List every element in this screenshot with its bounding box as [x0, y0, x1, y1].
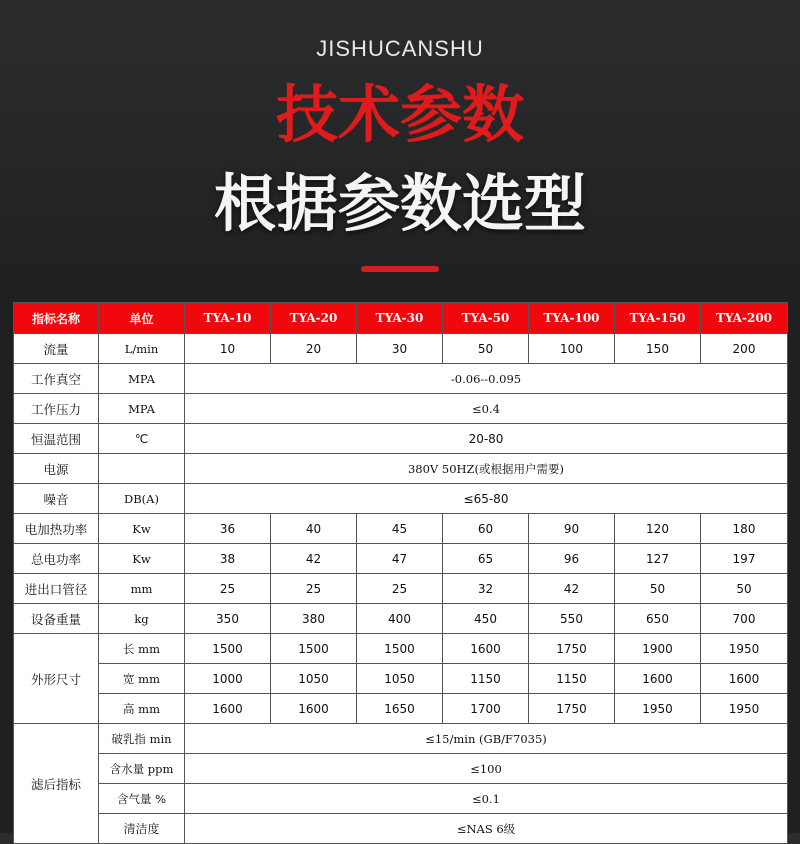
- table-cell: 650: [615, 604, 701, 634]
- table-cell: 1950: [701, 634, 788, 664]
- table-cell-merged: ≤100: [185, 754, 788, 784]
- title-technical-parameters: 技术参数: [275, 78, 524, 151]
- table-cell: 30: [357, 334, 443, 364]
- table-cell: 42: [529, 574, 615, 604]
- table-cell: 550: [529, 604, 615, 634]
- row-unit: 高 mm: [99, 694, 185, 724]
- table-cell: 120: [615, 514, 701, 544]
- table-row-pressure: [14, 394, 788, 424]
- table-row-width: [14, 664, 788, 694]
- table-header-row: [14, 303, 788, 334]
- table-cell: 40: [271, 514, 357, 544]
- row-unit: 长 mm: [99, 634, 185, 664]
- table-cell: 20: [271, 334, 357, 364]
- table-cell: 1650: [357, 694, 443, 724]
- row-unit: L/min: [99, 334, 185, 364]
- row-unit: 含气量 %: [99, 784, 185, 814]
- table-cell: 1700: [443, 694, 529, 724]
- row-name: 噪音: [14, 484, 99, 514]
- row-name: 进出口管径: [14, 574, 99, 604]
- table-cell: 1950: [701, 694, 788, 724]
- column-header: 指标名称: [14, 303, 99, 334]
- table-cell: 1500: [185, 634, 271, 664]
- row-unit: [99, 454, 185, 484]
- table-cell: 1500: [271, 634, 357, 664]
- table-cell: 100: [529, 334, 615, 364]
- row-name: 工作真空: [14, 364, 99, 394]
- table-cell: 1500: [357, 634, 443, 664]
- table-cell: 1150: [443, 664, 529, 694]
- row-unit: Kw: [99, 544, 185, 574]
- table-row-total-power: [14, 544, 788, 574]
- table-cell: 1050: [271, 664, 357, 694]
- table-cell: 50: [701, 574, 788, 604]
- table-cell: 50: [443, 334, 529, 364]
- table-row-weight: [14, 604, 788, 634]
- group-label-dimensions: 外形尺寸: [14, 634, 99, 724]
- column-header: TYA-200: [701, 303, 788, 334]
- table-cell: 25: [185, 574, 271, 604]
- table-cell: 1600: [615, 664, 701, 694]
- row-unit: MPA: [99, 394, 185, 424]
- table-row-water-content: [14, 754, 788, 784]
- table-cell-merged: 380V 50HZ(或根据用户需要): [185, 454, 788, 484]
- table-cell: 400: [357, 604, 443, 634]
- table-cell: 450: [443, 604, 529, 634]
- table-cell: 200: [701, 334, 788, 364]
- table-cell: 65: [443, 544, 529, 574]
- table-cell: 96: [529, 544, 615, 574]
- row-unit: 含水量 ppm: [99, 754, 185, 784]
- table-cell: 700: [701, 604, 788, 634]
- table-row-length: [14, 634, 788, 664]
- table-cell-merged: ≤NAS 6级: [185, 814, 788, 844]
- row-unit: Kw: [99, 514, 185, 544]
- row-name: 电源: [14, 454, 99, 484]
- table-cell-merged: 20-80: [185, 424, 788, 454]
- column-header: 单位: [99, 303, 185, 334]
- column-header: TYA-20: [271, 303, 357, 334]
- table-cell: 1150: [529, 664, 615, 694]
- table-cell: 1600: [271, 694, 357, 724]
- row-unit: DB(A): [99, 484, 185, 514]
- table-cell: 150: [615, 334, 701, 364]
- header-kicker: JISHUCANSHU: [316, 36, 484, 61]
- row-unit: 清洁度: [99, 814, 185, 844]
- table-cell: 50: [615, 574, 701, 604]
- row-name: 流量: [14, 334, 99, 364]
- table-cell: 42: [271, 544, 357, 574]
- table-cell: 47: [357, 544, 443, 574]
- title-select-by-parameters: 根据参数选型: [213, 167, 586, 240]
- table-row-height: [14, 694, 788, 724]
- table-cell: 1950: [615, 694, 701, 724]
- table-cell-merged: ≤0.1: [185, 784, 788, 814]
- table-cell: 1900: [615, 634, 701, 664]
- row-name: 总电功率: [14, 544, 99, 574]
- table-row-demulsify: [14, 724, 788, 754]
- table-row-noise: [14, 484, 788, 514]
- column-header: TYA-150: [615, 303, 701, 334]
- table-cell: 36: [185, 514, 271, 544]
- table-cell: 1600: [185, 694, 271, 724]
- row-name: 设备重量: [14, 604, 99, 634]
- row-name: 工作压力: [14, 394, 99, 424]
- table-row-cleanliness: [14, 814, 788, 844]
- row-unit: mm: [99, 574, 185, 604]
- table-cell: 380: [271, 604, 357, 634]
- table-cell: 350: [185, 604, 271, 634]
- table-cell: 1750: [529, 694, 615, 724]
- table-cell: 60: [443, 514, 529, 544]
- table-cell: 10: [185, 334, 271, 364]
- row-unit: 破乳指 min: [99, 724, 185, 754]
- table-cell: 32: [443, 574, 529, 604]
- spec-table: [13, 302, 788, 844]
- table-cell: 38: [185, 544, 271, 574]
- table-cell-merged: -0.06--0.095: [185, 364, 788, 394]
- table-cell: 25: [271, 574, 357, 604]
- table-cell: 197: [701, 544, 788, 574]
- table-row-heat-power: [14, 514, 788, 544]
- row-name: 电加热功率: [14, 514, 99, 544]
- table-cell-merged: ≤65-80: [185, 484, 788, 514]
- table-row-gas-content: [14, 784, 788, 814]
- table-row-flow: [14, 334, 788, 364]
- row-unit: kg: [99, 604, 185, 634]
- table-cell: 1600: [443, 634, 529, 664]
- table-row-pipe-diameter: [14, 574, 788, 604]
- accent-divider: [361, 266, 439, 272]
- column-header: TYA-50: [443, 303, 529, 334]
- table-cell: 25: [357, 574, 443, 604]
- row-name: 恒温范围: [14, 424, 99, 454]
- table-cell-merged: ≤15/min (GB/F7035): [185, 724, 788, 754]
- row-unit: ℃: [99, 424, 185, 454]
- table-cell: 127: [615, 544, 701, 574]
- column-header: TYA-30: [357, 303, 443, 334]
- table-row-power-supply: [14, 454, 788, 484]
- table-cell: 1000: [185, 664, 271, 694]
- column-header: TYA-100: [529, 303, 615, 334]
- table-cell-merged: ≤0.4: [185, 394, 788, 424]
- table-cell: 180: [701, 514, 788, 544]
- row-unit: 宽 mm: [99, 664, 185, 694]
- page-header: [0, 0, 800, 300]
- table-cell: 45: [357, 514, 443, 544]
- row-unit: MPA: [99, 364, 185, 394]
- group-label-filter-indicators: 滤后指标: [14, 724, 99, 844]
- table-cell: 1750: [529, 634, 615, 664]
- table-cell: 1600: [701, 664, 788, 694]
- table-row-temperature: [14, 424, 788, 454]
- table-row-vacuum: [14, 364, 788, 394]
- table-cell: 90: [529, 514, 615, 544]
- table-cell: 1050: [357, 664, 443, 694]
- column-header: TYA-10: [185, 303, 271, 334]
